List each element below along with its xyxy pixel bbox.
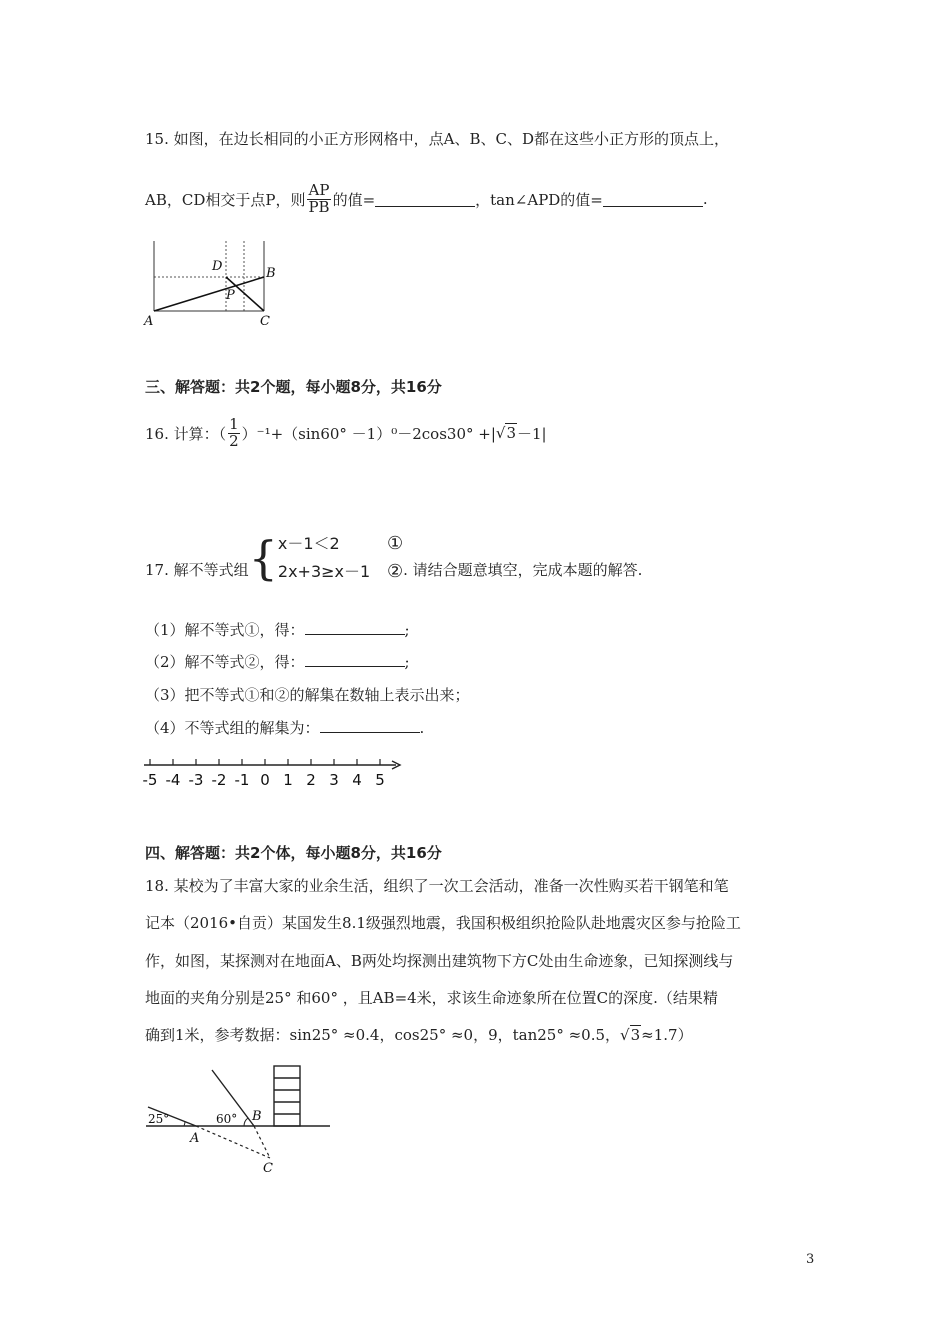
q16-frac-num: 1: [229, 414, 239, 433]
q15-line2-prefix: AB，CD相交于点P，则: [145, 190, 306, 209]
q18-line5: [145, 1024, 693, 1045]
number-line-label: 4: [352, 771, 362, 789]
q18-line3: 作，如图，某探测对在地面A、B两处均探测出建筑物下方C处由生命迹象，已知探测线与: [145, 952, 734, 970]
q15-label-c: C: [260, 314, 270, 327]
q18-label-a: A: [190, 1131, 200, 1146]
q15-fraction: [307, 180, 330, 216]
number-line-label: -5: [142, 771, 158, 789]
q18-angle-25: 25°: [148, 1112, 170, 1126]
q18-line5-suffix: ≈1.7）: [641, 1026, 693, 1044]
q17-part2-text: （2）解不等式②，得：: [145, 653, 305, 671]
q17-part1-text: （1）解不等式①，得：: [145, 621, 305, 639]
q17-ineq1-mark: ①: [387, 533, 404, 554]
q17-part2-end: ;: [404, 653, 410, 671]
q18-figure: [140, 1060, 335, 1178]
number-line-label: -1: [234, 771, 250, 789]
q18-label-b: B: [252, 1109, 262, 1124]
q17-part4-text: （4）不等式组的解集为：: [145, 719, 320, 737]
section4-heading: 四、解答题：共2个体，每小题8分，共16分: [145, 844, 442, 862]
number-line-label: 0: [260, 771, 270, 789]
q15-line2-mid: 的值=: [332, 190, 376, 209]
q16-line: [145, 412, 547, 454]
q15-line1: 15. 如图，在边长相同的小正方形网格中，点A、B、C、D都在这些小正方形的顶点上，: [145, 130, 729, 148]
section3-heading: 三、解答题：共2个题，每小题8分，共16分: [145, 378, 442, 396]
q15-label-b: B: [266, 266, 276, 281]
q16-sqrt-val: 3: [506, 424, 516, 442]
number-line-label: 1: [283, 771, 293, 789]
q15-answer-blank-2[interactable]: [603, 192, 703, 207]
q15-label-d: D: [212, 259, 223, 274]
q15-label-p: P: [226, 288, 235, 303]
number-line-label: 2: [306, 771, 316, 789]
number-line-label: -3: [188, 771, 204, 789]
q17-part4-end: .: [419, 719, 425, 737]
q15-label-a: A: [144, 314, 154, 327]
q16-sqrt: √3: [495, 424, 516, 442]
q16-rest: ）⁻¹+（sin60° －1）⁰－2cos30° +|: [241, 424, 496, 443]
q18-line4: 地面的夹角分别是25° 和60° ，且AB=4米，求该生命迹象所在位置C的深度.（结果精: [145, 989, 718, 1007]
q17-part4-blank[interactable]: [320, 718, 420, 733]
q17-ineq1: x－1＜2: [277, 534, 340, 553]
q15-frac-num: AP: [308, 180, 330, 199]
q15-answer-blank-1[interactable]: [375, 192, 475, 207]
q18-angle-60: 60°: [216, 1112, 238, 1126]
q15-line2: [145, 178, 708, 220]
q17-part4: [145, 717, 424, 738]
page-number: 3: [806, 1252, 815, 1267]
q17-prefix: 17. 解不等式组: [145, 560, 249, 579]
q15-frac-den: PB: [308, 197, 330, 216]
q18-sqrt: √3: [620, 1026, 641, 1044]
q17-ineq2: 2x+3≥x－1: [277, 562, 371, 581]
number-line-label: 3: [329, 771, 339, 789]
q16-prefix: 16. 计算：（: [145, 424, 227, 443]
q17-part1: [145, 619, 410, 640]
q15-line2-tan: ，tan∠APD的值=: [475, 190, 603, 209]
q18-label-c: C: [263, 1161, 273, 1176]
number-line-label: -4: [165, 771, 181, 789]
q18-line1: 18. 某校为了丰富大家的业余生活，组织了一次工会活动，准备一次性购买若干钢笔和笔: [145, 877, 729, 895]
q15-figure: [140, 235, 285, 327]
building: [274, 1066, 300, 1126]
q16-frac-den: 2: [229, 431, 239, 450]
number-line-label: 5: [375, 771, 385, 789]
q17-brace: {: [248, 531, 278, 585]
q17-part3: （3）把不等式①和②的解集在数轴上表示出来；: [145, 686, 470, 704]
q17-ineq2-mark: ②: [387, 561, 404, 582]
q18-line5-prefix: 确到1米，参考数据：sin25° ≈0.4，cos25° ≈0，9，tan25° ≈0.5，: [145, 1026, 621, 1044]
q16-fraction: [228, 414, 240, 450]
q15-line2-end: .: [702, 190, 708, 208]
q17-inequalities: [278, 530, 403, 586]
q17-part2: [145, 651, 410, 672]
q17-system: [145, 528, 642, 588]
q17-part1-blank[interactable]: [305, 620, 405, 635]
q17-part2-blank[interactable]: [305, 652, 405, 667]
q17-suffix: . 请结合题意填空，完成本题的解答.: [403, 560, 643, 579]
q18-sqrt-val: 3: [630, 1026, 641, 1044]
q18-line2: 记本（2016•自贡）某国发生8.1级强烈地震，我国积极组织抢险队赴地震灾区参与抢险工: [145, 914, 741, 932]
number-line: [140, 755, 410, 795]
q17-part1-end: ;: [404, 621, 410, 639]
q16-tail: －1|: [517, 424, 547, 443]
number-line-label: -2: [211, 771, 227, 789]
